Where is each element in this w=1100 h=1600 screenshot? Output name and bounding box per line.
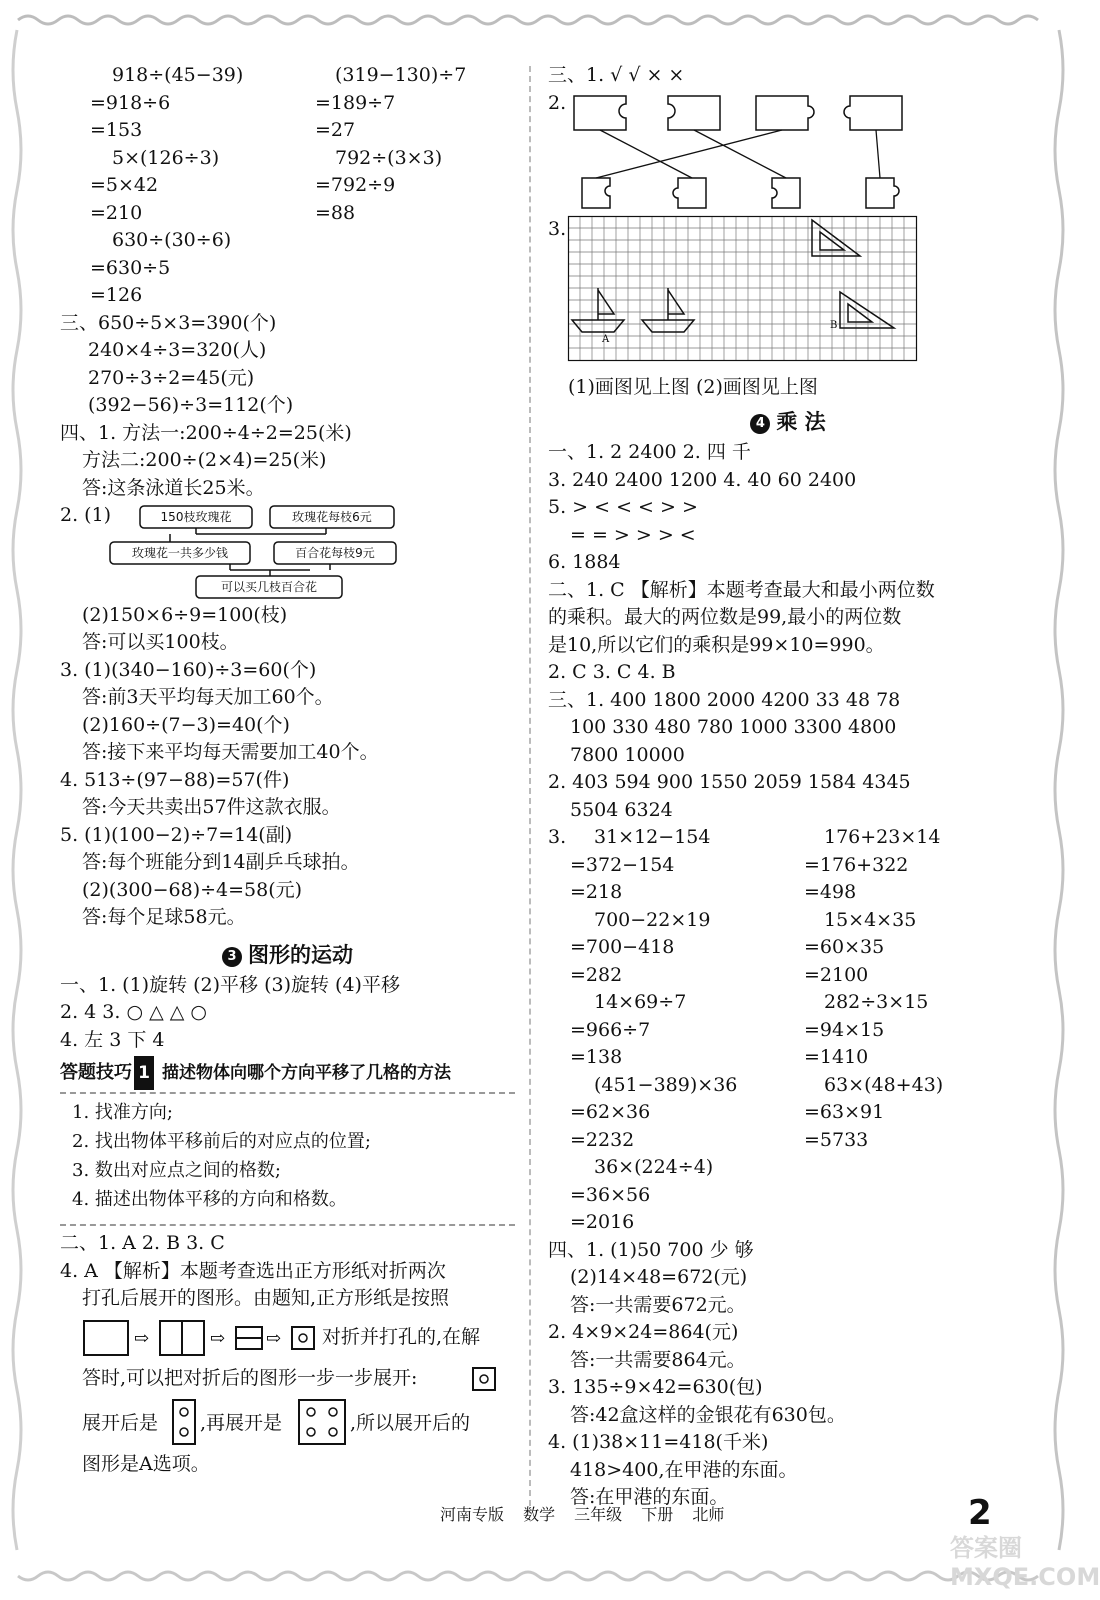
calc-row: =918÷6 =189÷7 xyxy=(90,91,396,114)
top-shape xyxy=(668,96,720,130)
concept-box-label: 玫瑰花每枝6元 xyxy=(292,509,372,524)
answer-line: 3. 240 2400 1200 4. 40 60 2400 xyxy=(548,468,857,491)
answer-line: 答:前3天平均每天加工60个。 xyxy=(82,686,334,708)
answer-line: 4. (1)38×11=418(千米) xyxy=(548,1431,769,1453)
folded-square-icon xyxy=(472,1367,496,1391)
calc-row: 36×(224÷4) xyxy=(594,1156,714,1178)
watermark: 答案圈 MXQE.COM xyxy=(950,1534,1100,1591)
calc-row: =2016 xyxy=(570,1211,635,1233)
section-title-multiplication xyxy=(548,405,1028,439)
calc-row: (451−389)×36 63×(48+43) xyxy=(594,1073,944,1096)
answer-line: 三、1. √ √ × × xyxy=(548,64,685,86)
bottom-piece xyxy=(582,178,610,208)
bottom-piece xyxy=(772,178,800,208)
answer-line: 二、1. C 【解析】本题考查最大和最小两位数 xyxy=(548,578,935,601)
calc-row: =700−418 =60×35 xyxy=(570,936,885,958)
top-shape xyxy=(844,96,902,130)
left-column xyxy=(60,62,515,1478)
top-shape xyxy=(574,96,626,130)
calc-row: 918÷(45−39) (319−130)÷7 xyxy=(112,64,467,86)
calc-row: =153 =27 xyxy=(90,119,356,141)
answer-line: 答:在甲港的东面。 xyxy=(570,1486,729,1508)
concept-box-label: 百合花每枝9元 xyxy=(295,545,375,560)
answer-line: 一、1. (1)旋转 (2)平移 (3)旋转 (4)平移 xyxy=(60,973,400,996)
right-column xyxy=(548,62,1028,1512)
answer-line: 的乘积。最大的两位数是99,最小的两位数 xyxy=(548,606,902,628)
section-title: 乘 法 xyxy=(776,410,826,434)
answer-line: 4. 513÷(97−88)=57(件) xyxy=(60,768,290,791)
arrow-icon: ⇨ xyxy=(210,1327,226,1349)
triangle-b-inner xyxy=(848,304,872,322)
calc-row: =62×36 =63×91 xyxy=(570,1101,885,1123)
answer-line: 图形是A选项。 xyxy=(82,1452,210,1475)
mult-part4 xyxy=(548,1237,1028,1512)
unfolded-twice-icon xyxy=(298,1399,346,1445)
calc-row: 14×69÷7 282÷3×15 xyxy=(594,991,929,1013)
grid-figure: 3. A B xyxy=(548,216,1028,374)
match-line xyxy=(694,130,786,178)
answer-line: 答:这条泳道长25米。 xyxy=(82,476,265,499)
answer-line: 4. A 【解析】本题考查选出正方形纸对折两次 xyxy=(60,1259,446,1282)
calc-row: =5×42 =792÷9 xyxy=(90,174,396,196)
section-3-answers xyxy=(60,310,515,420)
answer-line: 答:接下来平均每天需要加工40个。 xyxy=(82,741,379,763)
mult-part1 xyxy=(548,439,1028,577)
answer-line: 三、1. 400 1800 2000 4200 33 48 78 xyxy=(548,688,901,711)
mult-part2 xyxy=(548,577,1028,687)
answer-line: 方法二:200÷(2×4)=25(米) xyxy=(82,449,327,471)
fold-sequence-diagram xyxy=(82,1319,322,1357)
tip-item: 2. 找出物体平移前后的对应点的位置; xyxy=(72,1131,371,1152)
match-lines-svg xyxy=(568,90,928,216)
tip-label: 答题技巧 xyxy=(60,1062,132,1083)
section-3-part2 xyxy=(60,1230,515,1478)
tip-number: 1 xyxy=(134,1056,154,1090)
answer-line: 2. C 3. C 4. B xyxy=(548,661,676,683)
column-divider xyxy=(529,66,531,1506)
concept-box-label: 可以买几枝百合花 xyxy=(220,579,318,594)
point-label-b: B xyxy=(830,319,838,331)
calc-row: =138 =1410 xyxy=(570,1046,869,1068)
calc-row: 700−22×19 15×4×35 xyxy=(594,908,917,931)
section-title-graphic-motion xyxy=(60,938,515,972)
answer-line: 4. 左 3 下 4 xyxy=(60,1028,165,1051)
answer-line: 2. 4 3. ○ △ △ ○ xyxy=(60,1001,207,1023)
answer-line: (2)160÷(7−3)=40(个) xyxy=(82,713,290,736)
section-4-q2 xyxy=(60,502,515,657)
square-paper xyxy=(84,1321,128,1355)
answer-line: 答:每个班能分到14副乒乓球拍。 xyxy=(82,851,360,873)
answer-line: 270÷3÷2=45(元) xyxy=(88,366,255,389)
answer-line: 2. 4×9×24=864(元) xyxy=(548,1321,739,1343)
section-4-q4 xyxy=(60,767,515,822)
frame-top-border xyxy=(18,12,1048,28)
concept-box-label: 150枝玫瑰花 xyxy=(160,509,232,524)
fold-sequence-line: ⇨ ⇨ ⇨ 对折并打孔的,在解 xyxy=(60,1313,515,1361)
calc-row: =966÷7 =94×15 xyxy=(570,1018,885,1041)
point-label-a: A xyxy=(602,333,610,345)
answer-line: (1)画图见上图 (2)画图见上图 xyxy=(568,375,818,398)
answer-line: 3. 135÷9×42=630(包) xyxy=(548,1376,763,1398)
arrow-icon: ⇨ xyxy=(266,1327,282,1349)
tip-title: 描述物体向哪个方向平移了几格的方法 xyxy=(162,1063,451,1083)
frame-left-border xyxy=(6,30,28,1560)
arrow-icon: ⇨ xyxy=(134,1327,150,1349)
section-4-q1 xyxy=(60,420,515,503)
boat-moved-hull xyxy=(642,320,694,332)
answer-line: 二、1. A 2. B 3. C xyxy=(60,1232,225,1254)
tip-item: 3. 数出对应点之间的格数; xyxy=(72,1160,281,1181)
tip-item: 4. 描述出物体平移的方向和格数。 xyxy=(72,1189,347,1210)
answer-line: (2)(300−68)÷4=58(元) xyxy=(82,878,303,901)
answer-line: 6. 1884 xyxy=(548,551,621,573)
calc-row: =630÷5 xyxy=(90,256,171,279)
answer-line: 240×4÷3=320(人) xyxy=(88,339,267,361)
section-3-part1 xyxy=(60,972,515,1055)
footer-info: 河南专版 数学 三年级 下册 北师 xyxy=(440,1505,725,1524)
boat-a-sail xyxy=(598,288,614,320)
calc-row: =282 =2100 xyxy=(570,963,869,986)
answer-line: 5. > < < < > > xyxy=(548,496,698,518)
answer-line: 一、1. 2 2400 2. 四 千 xyxy=(548,441,751,463)
translation-grid xyxy=(568,216,928,364)
punched-paper xyxy=(292,1327,314,1349)
answer-line: 100 330 480 780 1000 3300 4800 xyxy=(570,716,897,738)
mult-part3 xyxy=(548,687,1028,825)
unfolded-once-icon xyxy=(172,1399,196,1445)
calc-row: 5×(126÷3) 792÷(3×3) xyxy=(112,146,443,169)
answer-line: (392−56)÷3=112(个) xyxy=(88,394,294,416)
answer-line: 答:今天共卖出57件这款衣服。 xyxy=(82,796,341,818)
frame-right-border xyxy=(1048,30,1070,1560)
calc-row: 630÷(30÷6) xyxy=(112,229,232,251)
calc-row: =210 =88 xyxy=(90,201,356,224)
answer-line: 答:每个足球58元。 xyxy=(82,906,246,928)
answer-line: 3. (1)(340−160)÷3=60(个) xyxy=(60,658,317,681)
match-line xyxy=(600,130,692,178)
answer-line: 是10,所以它们的乘积是99×10=990。 xyxy=(548,633,885,656)
answer-line: 答时,可以把对折后的图形一步一步展开: xyxy=(60,1361,515,1395)
answer-line: 答:42盒这样的金银花有630包。 xyxy=(570,1403,846,1426)
unfold-line: 展开后是 ,再展开是 ,所以展开后的 xyxy=(60,1395,515,1451)
calc-row: =2232 =5733 xyxy=(570,1128,869,1151)
answer-line: 四、1. (1)50 700 少 够 xyxy=(548,1238,754,1261)
calc-row: =126 xyxy=(90,284,143,306)
answer-line: 2. 403 594 900 1550 2059 1584 4345 xyxy=(548,771,911,793)
page-footer xyxy=(0,1493,1079,1533)
answer-line: 答:可以买100枝。 xyxy=(82,631,239,653)
tip-item: 1. 找准方向; xyxy=(72,1102,173,1123)
calc-row: =218 =498 xyxy=(570,881,857,903)
matching-diagram: 2. xyxy=(548,90,1028,216)
section-title: 图形的运动 xyxy=(248,942,353,967)
frame-bottom-border xyxy=(18,1568,1048,1584)
answer-line: 三、650÷5×3=390(个) xyxy=(60,311,277,334)
section-4-q3 xyxy=(60,657,515,767)
answer-line: 答:一共需要864元。 xyxy=(570,1348,746,1371)
tip-divider xyxy=(60,1214,515,1226)
tip-header xyxy=(60,1056,515,1094)
calc-row: =372−154 =176+322 xyxy=(570,853,909,876)
calc-block xyxy=(60,62,515,310)
answer-line: 答:一共需要672元。 xyxy=(570,1293,746,1316)
answer-line: 四、1. 方法一:200÷4÷2=25(米) xyxy=(60,421,352,444)
bottom-piece xyxy=(673,178,706,208)
answer-line: 5504 6324 xyxy=(570,798,673,821)
section-number-badge: 4 xyxy=(750,414,770,434)
answer-line: (2)150×6÷9=100(枝) xyxy=(82,603,288,626)
answer-line: 打孔后展开的图形。由题知,正方形纸是按照 xyxy=(82,1287,450,1309)
section-number-badge: 3 xyxy=(222,947,242,967)
match-line xyxy=(876,130,880,178)
answer-line: = = > > > < xyxy=(570,523,696,546)
tip-list xyxy=(60,1098,515,1214)
match-line xyxy=(596,130,782,178)
calc-row: =36×56 xyxy=(570,1183,651,1206)
answer-line: 418>400,在甲港的东面。 xyxy=(570,1458,798,1481)
answer-line: 2. (1) xyxy=(60,504,112,526)
top-shape xyxy=(756,96,814,130)
page-number: 2 xyxy=(968,1493,992,1533)
answer-line: 5. (1)(100−2)÷7=14(副) xyxy=(60,823,293,846)
answer-line: (2)14×48=672(元) xyxy=(570,1266,748,1288)
calc-row: 3. 31×12−154 176+23×14 xyxy=(548,826,941,848)
mult-calc-block xyxy=(548,824,1028,1237)
section-4-q5 xyxy=(60,822,515,932)
bottom-piece xyxy=(866,178,899,208)
answer-line: 7800 10000 xyxy=(570,743,685,766)
concept-box-label: 玫瑰花一共多少钱 xyxy=(131,545,229,560)
